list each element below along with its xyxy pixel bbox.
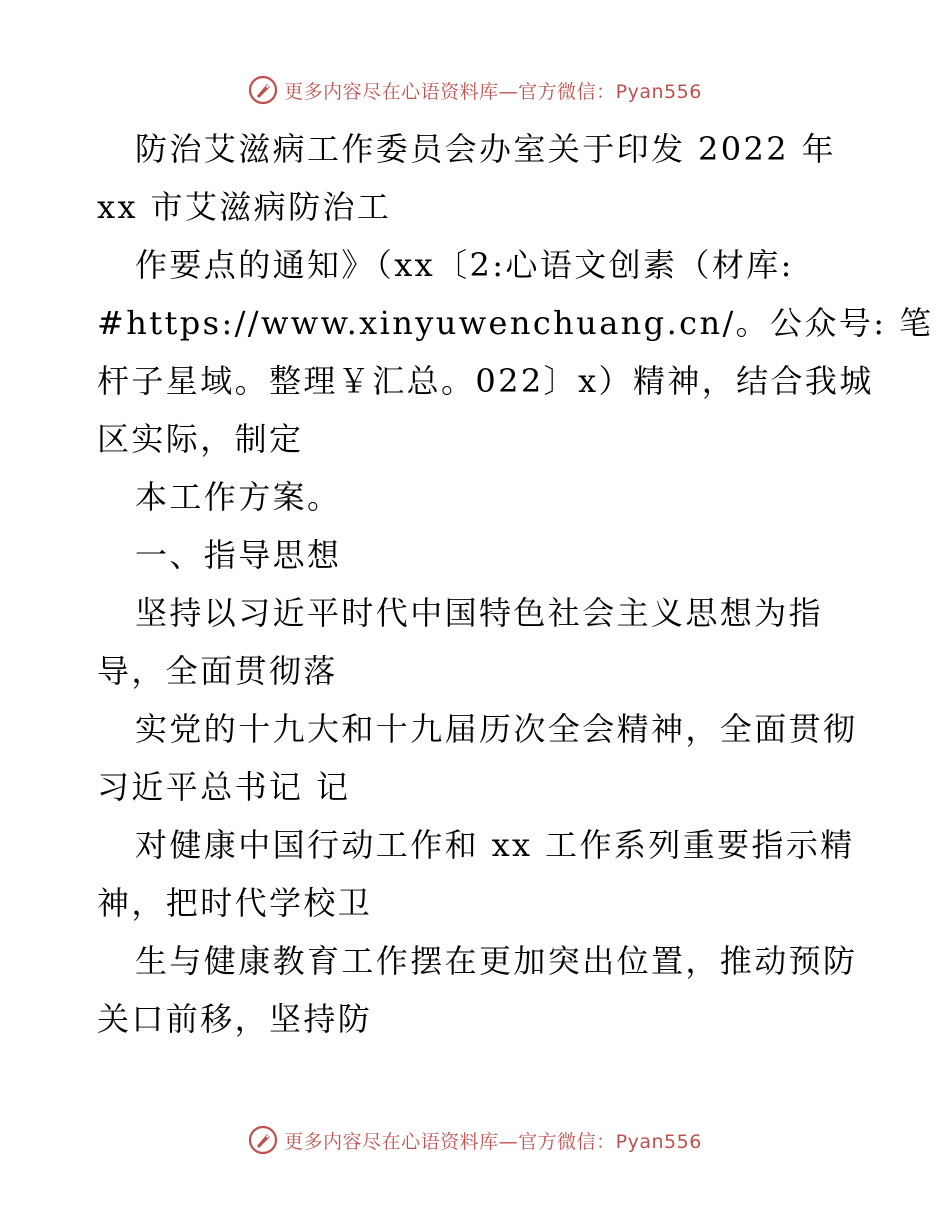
text-line: 关口前移，坚持防 <box>97 1000 373 1038</box>
section-heading: 一、指导思想 <box>135 536 342 574</box>
text-line: 实党的十九大和十九届历次全会精神，全面贯彻 <box>135 710 858 748</box>
text-line: 生与健康教育工作摆在更加突出位置，推动预防 <box>135 942 858 980</box>
text-line: 防治艾滋病工作委员会办室关于印发 2022 年 <box>135 130 836 168</box>
document-body <box>97 120 934 1048</box>
text-line: xx 市艾滋病防治工 <box>97 188 392 226</box>
text-line: 神，把时代学校卫 <box>97 884 373 922</box>
text-line: 本工作方案。 <box>135 478 342 516</box>
text-line: 区实际，制定 <box>97 420 304 458</box>
text-line: 作要点的通知》（xx〔2:心语文创素（材库: <box>135 246 794 284</box>
header-watermark-banner <box>0 70 950 110</box>
pen-nib-logo-icon <box>248 1125 278 1155</box>
text-line: 对健康中国行动工作和 xx 工作系列重要指示精 <box>135 826 855 864</box>
header-watermark-text: 更多内容尽在心语资料库—官方微信：Pyan556 <box>284 80 702 103</box>
text-line: 坚持以习近平时代中国特色社会主义思想为指 <box>135 594 824 632</box>
text-line: #https://www.xinyuwenchuang.cn/。公众号: 笔 <box>97 304 934 342</box>
pen-nib-logo-icon <box>248 75 278 105</box>
text-line: 导，全面贯彻落 <box>97 652 338 690</box>
footer-watermark-banner <box>0 1120 950 1160</box>
text-line: 习近平总书记 记 <box>97 768 351 806</box>
footer-watermark-text: 更多内容尽在心语资料库—官方微信：Pyan556 <box>284 1130 702 1153</box>
text-line: 杆子星域。整理￥汇总。022〕x）精神，结合我城 <box>97 362 874 400</box>
